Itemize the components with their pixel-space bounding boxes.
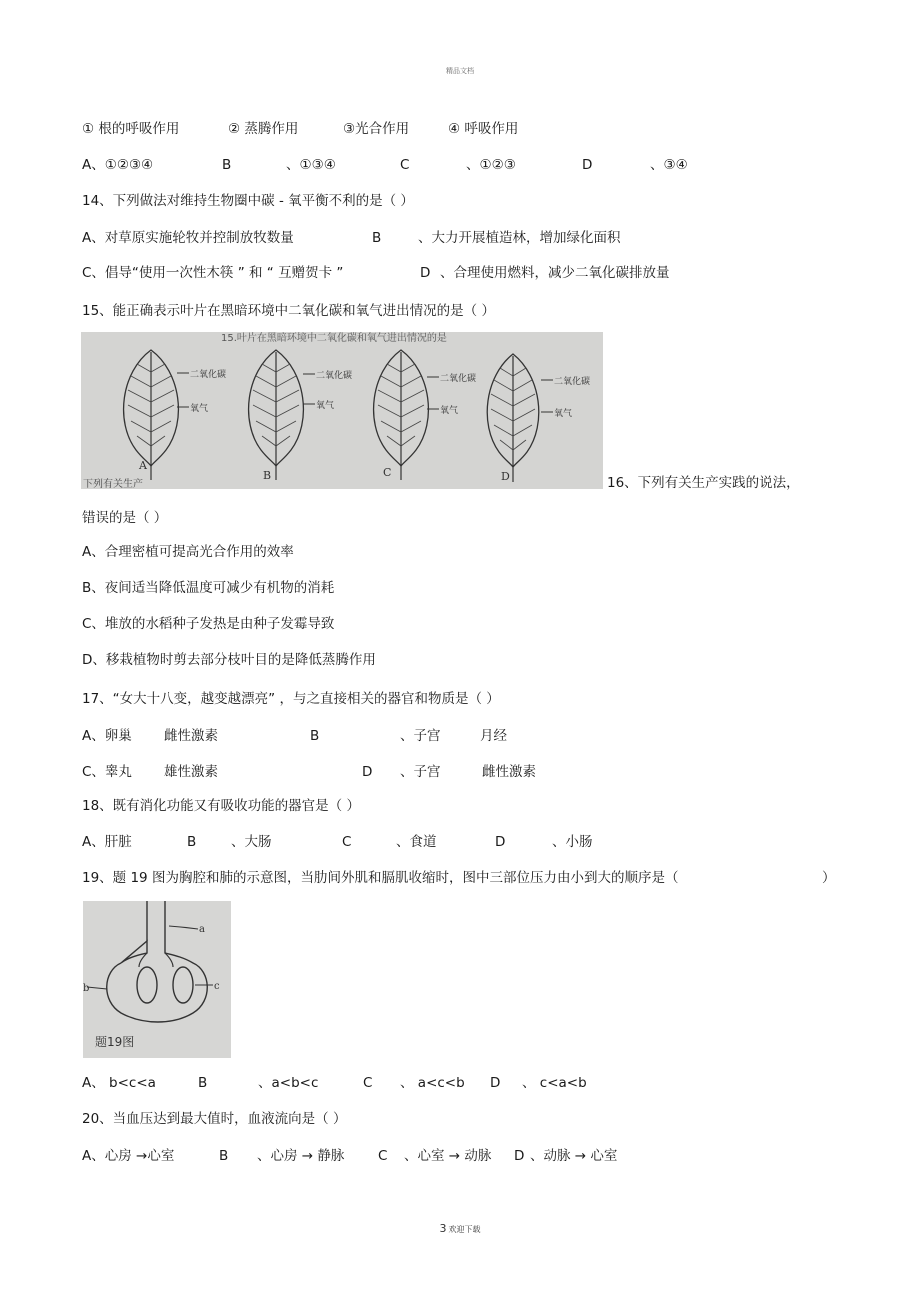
q16-option-b: B、夜间适当降低温度可减少有机物的消耗 — [82, 580, 335, 596]
leaf-d-o2-label: 氧气 — [554, 409, 573, 419]
q17-option-d-substance: 雌性激素 — [482, 764, 536, 780]
leaf-b-letter: B — [263, 469, 272, 482]
q16-option-d: D、移栽植物时剪去部分枝叶目的是降低蒸腾作用 — [82, 652, 376, 668]
q14-option-c: C、倡导“使用一次性木筷 ” 和 “ 互赠贺卡 ” — [82, 265, 344, 281]
q19-option-d-letter: D — [490, 1075, 501, 1091]
q13-option-b: 、①③④ — [286, 157, 336, 173]
q14-option-a: A、对草原实施轮牧并控制放牧数量 — [82, 230, 294, 246]
page-header: 精品文档 — [446, 67, 474, 75]
leaf-a-o2-label: 氧气 — [190, 404, 209, 414]
leaf-a-letter: A — [139, 459, 147, 472]
chest-lung-diagram — [83, 901, 231, 1058]
leaf-c — [374, 350, 476, 480]
q19-option-d: 、 c<a<b — [522, 1075, 587, 1091]
q19-stem: 19、题 19 图为胸腔和肺的示意图，当肋间外肌和膈肌收缩时，图中三部位压力由小到大的顺序是（ — [82, 870, 679, 886]
q19-option-b: 、a<b<c — [258, 1075, 319, 1091]
q16-option-a: A、合理密植可提高光合作用的效率 — [82, 544, 294, 560]
label-c: c — [214, 981, 220, 992]
q17-option-b-letter: B — [310, 728, 320, 744]
q13-option-d-letter: D — [582, 157, 593, 173]
label-b: b — [83, 983, 90, 994]
q14-option-d-letter: D — [420, 265, 431, 281]
leaf-diagram — [81, 332, 603, 489]
leaf-b — [249, 350, 352, 482]
q14-option-d: 、合理使用燃料，减少二氧化碳排放量 — [440, 265, 670, 281]
q20-option-b-letter: B — [219, 1148, 229, 1164]
leaf-b-o2-label: 氧气 — [316, 401, 335, 411]
leaf-d-co2-label: 二氧化碳 — [554, 377, 591, 387]
q17-stem: 17、“女大十八变，越变越漂亮” ，与之直接相关的器官和物质是（ ） — [82, 691, 500, 707]
q18-option-b: 、大肠 — [231, 834, 272, 850]
q17-option-b-organ: 、子宫 — [400, 728, 441, 744]
q20-stem: 20、当血压达到最大值时，血液流向是（ ） — [82, 1111, 347, 1127]
q19-chest-figure — [83, 901, 231, 1058]
q16-stem-part1: 16、下列有关生产实践的说法， — [607, 475, 800, 491]
q13-item-2: ② 蒸腾作用 — [228, 121, 299, 137]
q17-option-a-organ: A、卵巢 — [82, 728, 132, 744]
q13-option-c: 、①②③ — [466, 157, 516, 173]
q18-option-a: A、肝脏 — [82, 834, 132, 850]
q18-stem: 18、既有消化功能又有吸收功能的器官是（ ） — [82, 798, 360, 814]
q13-option-a: A、①②③④ — [82, 157, 154, 173]
q18-option-c: 、食道 — [396, 834, 437, 850]
q19-stem-close: ） — [822, 870, 836, 886]
label-a: a — [199, 924, 205, 935]
figure-caption: 题19图 — [95, 1035, 135, 1049]
q18-option-b-letter: B — [187, 834, 197, 850]
leaf-b-co2-label: 二氧化碳 — [316, 371, 353, 381]
q20-option-a: A、心房 →心室 — [82, 1148, 175, 1164]
leaf-c-letter: C — [383, 466, 392, 479]
q18-option-c-letter: C — [342, 834, 352, 850]
leaf-d-letter: D — [501, 470, 510, 483]
q17-option-b-substance: 月经 — [480, 728, 507, 744]
leaf-a — [124, 350, 226, 480]
q19-option-b-letter: B — [198, 1075, 208, 1091]
leaf-c-o2-label: 氧气 — [440, 406, 459, 416]
q17-option-a-substance: 雌性激素 — [164, 728, 218, 744]
q18-option-d: 、小肠 — [552, 834, 593, 850]
q17-option-c-substance: 雄性激素 — [164, 764, 218, 780]
q16-option-c: C、堆放的水稻种子发热是由种子发霉导致 — [82, 616, 335, 632]
leaf-c-co2-label: 二氧化碳 — [440, 374, 477, 384]
q20-option-c: 、心室 → 动脉 — [404, 1148, 492, 1164]
q13-option-b-letter: B — [222, 157, 232, 173]
q17-option-d-letter: D — [362, 764, 373, 780]
q16-stem-part2: 错误的是（ ） — [82, 510, 168, 526]
q19-option-a: A、 b<c<a — [82, 1075, 156, 1091]
q15-leaf-figure — [81, 332, 603, 489]
page-number: 3 — [439, 1222, 447, 1235]
figure-footer-text: 下列有关生产 — [83, 479, 143, 489]
page-footer — [0, 1222, 920, 1235]
q17-option-d-organ: 、子宫 — [400, 764, 441, 780]
footer-text: 欢迎下载 — [448, 1225, 481, 1234]
q14-stem: 14、下列做法对维持生物圈中碳 - 氧平衡不利的是（ ） — [82, 193, 414, 209]
leaf-a-co2-label: 二氧化碳 — [190, 370, 227, 380]
q14-option-b-letter: B — [372, 230, 382, 246]
q20-option-d-letter: D — [514, 1148, 525, 1164]
q13-item-1: ① 根的呼吸作用 — [82, 121, 180, 137]
q20-option-c-letter: C — [378, 1148, 388, 1164]
q18-option-d-letter: D — [495, 834, 506, 850]
q13-option-d: 、③④ — [650, 157, 688, 173]
leaf-d — [487, 354, 590, 483]
figure-header-text: 15.叶片在黑暗环境中二氧化碳和氧气进出情况的是 — [221, 333, 447, 344]
q19-option-c: 、 a<c<b — [400, 1075, 465, 1091]
q14-option-b: 、大力开展植造林，增加绿化面积 — [418, 230, 621, 246]
q20-option-b: 、心房 → 静脉 — [257, 1148, 345, 1164]
q13-item-4: ④ 呼吸作用 — [448, 121, 519, 137]
q20-option-d: 、动脉 → 心室 — [530, 1148, 618, 1164]
q17-option-c-organ: C、睾丸 — [82, 764, 132, 780]
q13-item-3: ③光合作用 — [343, 121, 410, 137]
q19-option-c-letter: C — [363, 1075, 373, 1091]
q13-option-c-letter: C — [400, 157, 410, 173]
q15-stem: 15、能正确表示叶片在黑暗环境中二氧化碳和氧气进出情况的是（ ） — [82, 303, 495, 319]
